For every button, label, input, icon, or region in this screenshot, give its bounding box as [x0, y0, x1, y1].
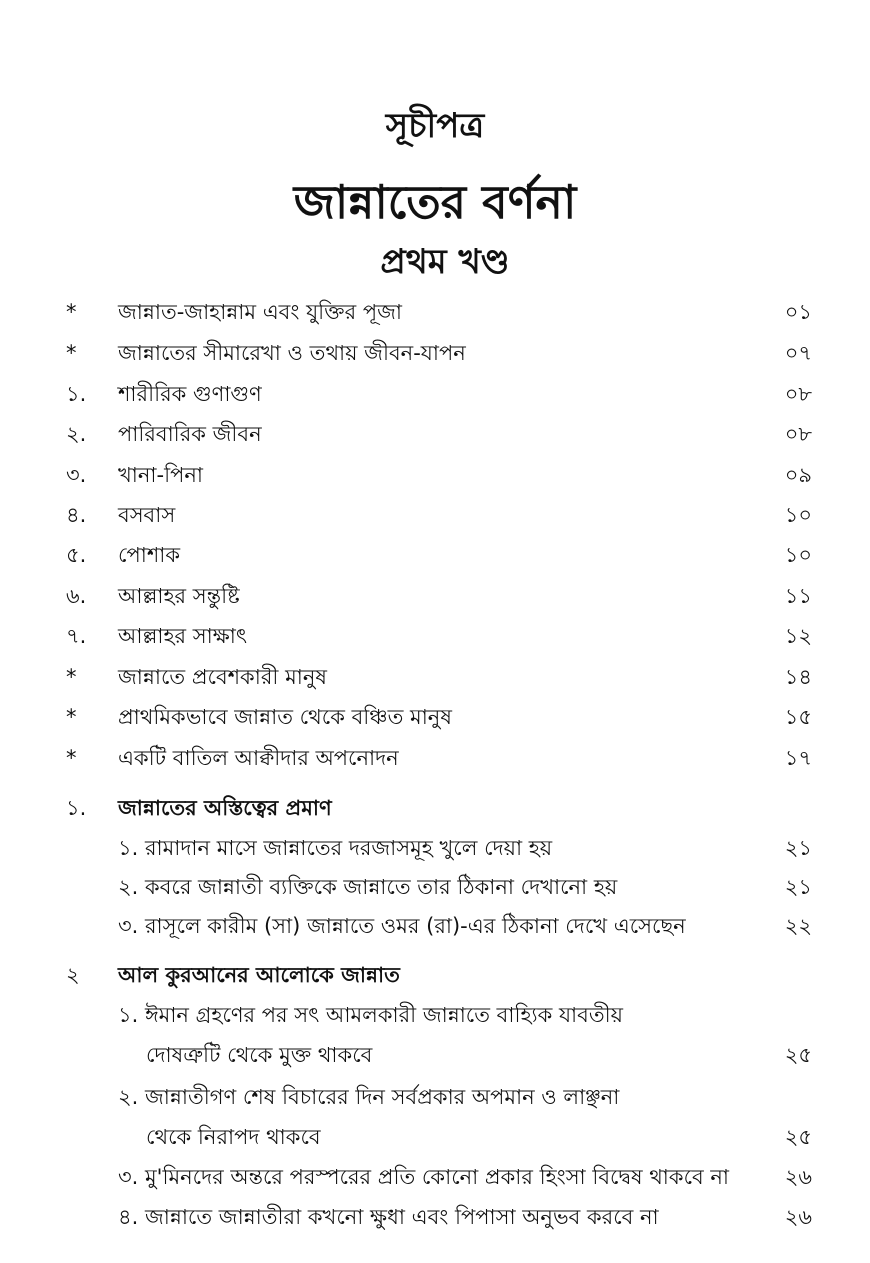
toc-text: দোষত্রুটি থেকে মুক্ত থাকবে	[146, 1043, 373, 1067]
toc-text: একটি বাতিল আক্বীদার অপনোদন	[118, 746, 399, 770]
toc-page-number: ১৪	[784, 665, 812, 689]
toc-text: ২. জান্নাতীগণ শেষ বিচারের দিন সর্বপ্রকার অপমান ও লাঞ্ছনা	[118, 1085, 620, 1109]
toc-row	[0, 828, 870, 868]
part-title: প্রথম খণ্ড	[380, 242, 510, 282]
toc-row	[0, 576, 870, 616]
toc-text: প্রাথমিকভাবে জান্নাত থেকে বঞ্চিত মানুষ	[118, 705, 452, 729]
toc-row	[0, 1157, 870, 1197]
toc-page-number: ০৮	[784, 382, 812, 406]
toc-text: ৪. জান্নাতে জান্নাতীরা কখনো ক্ষুধা এবং পিপাসা অনুভব করবে না	[118, 1205, 659, 1229]
toc-page-number: ০১	[784, 300, 812, 324]
toc-row	[0, 535, 870, 575]
toc-row-continuation	[0, 1035, 870, 1075]
toc-row	[0, 495, 870, 535]
toc-section-title: আল কুরআনের আলোকে জান্নাত	[118, 963, 400, 987]
toc-text: শারীরিক গুণাগুণ	[118, 382, 262, 406]
toc-section-heading	[0, 788, 870, 828]
toc-page-number: ১০	[784, 543, 812, 567]
toc-row	[0, 906, 870, 946]
book-title: জান্নাতের বর্ণনা	[293, 175, 577, 229]
toc-marker: ৩.	[66, 463, 87, 487]
toc-marker: ৬.	[66, 584, 87, 608]
toc-marker: ১.	[66, 796, 87, 820]
toc-page-number: ১১	[784, 584, 812, 608]
toc-row	[0, 657, 870, 697]
toc-page-number: ২৬	[784, 1205, 812, 1229]
toc-row	[0, 1197, 870, 1237]
toc-row	[0, 697, 870, 737]
toc-marker: *	[66, 341, 77, 365]
toc-marker: *	[66, 665, 77, 689]
toc-text: পারিবারিক জীবন	[118, 422, 262, 446]
toc-page-number: ২১	[784, 875, 812, 899]
toc-text: খানা-পিনা	[118, 463, 203, 487]
toc-row	[0, 455, 870, 495]
toc-page-number: ১৫	[784, 705, 812, 729]
toc-text: ২. কবরে জান্নাতী ব্যক্তিকে জান্নাতে তার ঠিকানা দেখানো হয়	[118, 875, 618, 899]
toc-text: থেকে নিরাপদ থাকবে	[146, 1125, 321, 1149]
toc-text: জান্নাতে প্রবেশকারী মানুষ	[118, 665, 327, 689]
toc-page-number: ০৮	[784, 422, 812, 446]
toc-page-number: ০৭	[784, 341, 812, 365]
toc-page-number: ২৬	[784, 1165, 812, 1189]
toc-row	[0, 374, 870, 414]
toc-page-number: ১২	[784, 624, 812, 648]
toc-marker: *	[66, 300, 77, 324]
toc-text: পোশাক	[118, 543, 181, 567]
toc-page-number: ০৯	[784, 463, 812, 487]
toc-text: জান্নাত-জাহান্নাম এবং যুক্তির পূজা	[118, 300, 402, 324]
toc-marker: *	[66, 746, 77, 770]
toc-marker: ৪.	[66, 503, 87, 527]
toc-row	[0, 738, 870, 778]
toc-page-number: ১৭	[784, 746, 812, 770]
toc-text: জান্নাতের সীমারেখা ও তথায় জীবন-যাপন	[118, 341, 466, 365]
toc-page-number: ২১	[784, 836, 812, 860]
toc-page-number: ১০	[784, 503, 812, 527]
toc-row	[0, 1077, 870, 1117]
toc-text: আল্লাহর সাক্ষাৎ	[118, 624, 248, 648]
toc-marker: ৫.	[66, 543, 87, 567]
toc-text: ৩. রাসূলে কারীম (সা) জান্নাতে ওমর (রা)-এর ঠিকানা দেখে এসেছেন	[118, 914, 686, 938]
toc-row	[0, 995, 870, 1035]
toc-section-title: জান্নাতের অস্তিত্বের প্রমাণ	[118, 796, 332, 820]
toc-marker: ২.	[66, 422, 87, 446]
toc-text: ৩. মু'মিনদের অন্তরে পরস্পরের প্রতি কোনো প্রকার হিংসা বিদ্বেষ থাকবে না	[118, 1165, 730, 1189]
toc-row	[0, 292, 870, 332]
toc-text: ১. ঈমান গ্রহণের পর সৎ আমলকারী জান্নাতে বাহ্যিক যাবতীয়	[118, 1003, 623, 1027]
toc-row	[0, 867, 870, 907]
toc-page-number: ২৫	[784, 1043, 812, 1067]
toc-marker: ১.	[66, 382, 87, 406]
toc-row-continuation	[0, 1117, 870, 1157]
toc-text: ১. রামাদান মাসে জান্নাতের দরজাসমূহ খুলে দেয়া হয়	[118, 836, 553, 860]
toc-marker: ২	[66, 963, 80, 987]
page-title: সূচীপত্র	[385, 106, 485, 146]
toc-marker: ৭.	[66, 624, 87, 648]
toc-text: বসবাস	[118, 503, 176, 527]
toc-page-number: ২৫	[784, 1125, 812, 1149]
toc-row	[0, 616, 870, 656]
toc-page-number: ২২	[784, 914, 812, 938]
toc-row	[0, 414, 870, 454]
toc-text: আল্লাহর সন্তুষ্টি	[118, 584, 240, 608]
toc-section-heading	[0, 955, 870, 995]
toc-marker: *	[66, 705, 77, 729]
toc-row	[0, 333, 870, 373]
